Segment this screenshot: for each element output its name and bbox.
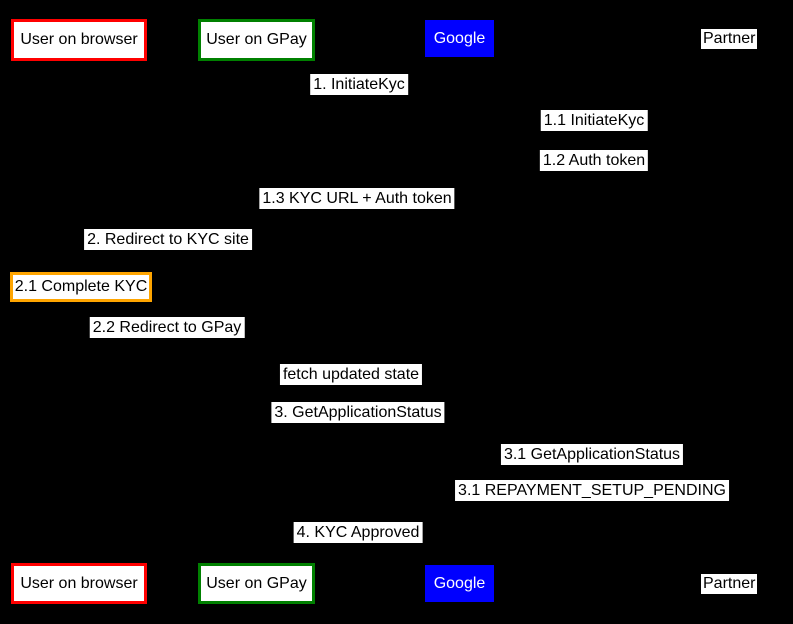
message-3-1-getapplicationstatus: 3.1 GetApplicationStatus [501, 444, 683, 465]
message-3-getapplicationstatus: 3. GetApplicationStatus [271, 402, 444, 423]
actor-user-gpay-top: User on GPay [198, 19, 315, 61]
message-3-1-repayment-setup-pending: 3.1 REPAYMENT_SETUP_PENDING [455, 480, 729, 501]
actor-user-gpay-bottom: User on GPay [198, 563, 315, 604]
message-2-redirect-to-kyc-site: 2. Redirect to KYC site [84, 229, 252, 250]
actor-user-browser-bottom: User on browser [11, 563, 147, 604]
message-2-2-redirect-to-gpay: 2.2 Redirect to GPay [90, 317, 245, 338]
actor-partner-bottom: Partner [703, 575, 756, 592]
lifeline-user-gpay [256, 61, 257, 563]
actor-google-bottom: Google [425, 565, 494, 602]
message-1-3-kyc-url-auth-token: 1.3 KYC URL + Auth token [259, 188, 454, 209]
actor-google-top: Google [425, 20, 494, 57]
lifeline-user-browser [79, 61, 80, 563]
note-2-1-complete-kyc: 2.1 Complete KYC [10, 272, 152, 302]
message-4-kyc-approved: 4. KYC Approved [294, 522, 423, 543]
message-fetch-updated-state: fetch updated state [280, 364, 422, 385]
actor-partner-top: Partner [703, 30, 756, 47]
message-1-1-initiatekyc: 1.1 InitiateKyc [541, 110, 648, 131]
message-1-initiatekyc: 1. InitiateKyc [310, 74, 408, 95]
message-1-2-auth-token: 1.2 Auth token [540, 150, 648, 171]
actor-user-browser-top: User on browser [11, 19, 147, 61]
